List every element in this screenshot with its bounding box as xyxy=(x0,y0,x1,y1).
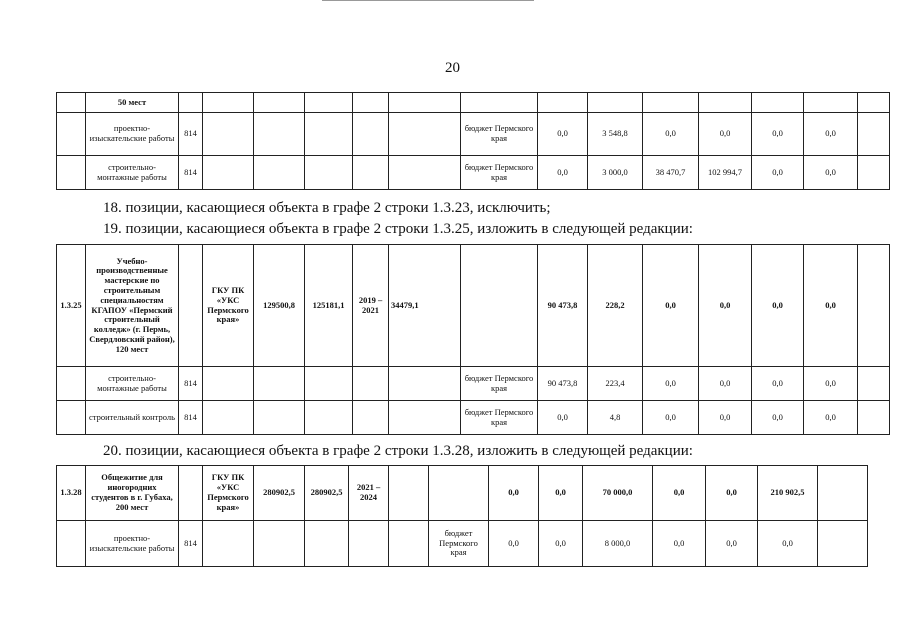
cost-cell xyxy=(254,113,305,156)
period-cell xyxy=(353,156,389,190)
cost-cell xyxy=(305,521,349,567)
source-cell: бюджет Пермского края xyxy=(461,113,538,156)
cost-cell xyxy=(389,113,461,156)
empty-cell xyxy=(858,401,890,435)
value-cell xyxy=(699,93,752,113)
cost-cell xyxy=(305,367,353,401)
cost-cell: 34479,1 xyxy=(389,245,461,367)
value-cell: 0,0 xyxy=(538,113,588,156)
value-cell: 0,0 xyxy=(699,367,752,401)
cost-cell xyxy=(254,156,305,190)
value-cell: 0,0 xyxy=(804,245,858,367)
value-cell xyxy=(643,93,699,113)
object-name-cell: строительно-монтажные работы xyxy=(86,156,179,190)
paragraph-18: 18. позиции, касающиеся объекта в графе 2 строки 1.3.23, исключить; xyxy=(103,200,551,216)
row-number-cell xyxy=(57,401,86,435)
value-cell: 0,0 xyxy=(706,521,758,567)
table-row xyxy=(57,466,868,521)
empty-cell xyxy=(858,113,890,156)
customer-cell xyxy=(203,156,254,190)
value-cell: 210 902,5 xyxy=(758,466,818,521)
source-cell: бюджет Пермского края xyxy=(429,521,489,567)
value-cell: 0,0 xyxy=(538,401,588,435)
value-cell: 0,0 xyxy=(643,245,699,367)
code-cell: 814 xyxy=(179,401,203,435)
value-cell: 0,0 xyxy=(489,466,539,521)
customer-cell xyxy=(203,367,254,401)
top-rule xyxy=(322,0,534,1)
cost-cell xyxy=(305,156,353,190)
table-row xyxy=(57,93,890,113)
customer-cell: ГКУ ПК «УКС Пермского края» xyxy=(203,466,254,521)
object-name-cell: строительно-монтажные работы xyxy=(86,367,179,401)
source-cell: бюджет Пермского края xyxy=(461,156,538,190)
code-cell xyxy=(179,93,203,113)
cost-cell xyxy=(305,93,353,113)
cost-cell xyxy=(389,367,461,401)
value-cell: 38 470,7 xyxy=(643,156,699,190)
source-cell xyxy=(461,245,538,367)
value-cell: 3 000,0 xyxy=(588,156,643,190)
value-cell: 0,0 xyxy=(804,113,858,156)
value-cell: 0,0 xyxy=(804,401,858,435)
code-cell: 814 xyxy=(179,521,203,567)
period-cell xyxy=(353,367,389,401)
cost-cell xyxy=(305,113,353,156)
value-cell: 0,0 xyxy=(758,521,818,567)
page-number: 20 xyxy=(445,60,460,76)
code-cell: 814 xyxy=(179,367,203,401)
row-number-cell xyxy=(57,521,86,567)
value-cell: 0,0 xyxy=(653,466,706,521)
value-cell: 4,8 xyxy=(588,401,643,435)
value-cell: 0,0 xyxy=(643,401,699,435)
value-cell: 0,0 xyxy=(699,113,752,156)
period-cell xyxy=(353,93,389,113)
period-cell: 2021 – 2024 xyxy=(349,466,389,521)
empty-cell xyxy=(818,466,868,521)
empty-cell xyxy=(818,521,868,567)
customer-cell xyxy=(203,93,254,113)
cost-cell xyxy=(389,93,461,113)
empty-cell xyxy=(858,156,890,190)
value-cell xyxy=(588,93,643,113)
value-cell: 0,0 xyxy=(489,521,539,567)
object-name-cell: проектно-изыскательские работы xyxy=(86,521,179,567)
table-3 xyxy=(56,465,868,567)
value-cell xyxy=(752,93,804,113)
source-cell: бюджет Пермского края xyxy=(461,401,538,435)
value-cell: 102 994,7 xyxy=(699,156,752,190)
value-cell: 0,0 xyxy=(538,156,588,190)
cost-cell xyxy=(389,521,429,567)
row-number-cell: 1.3.25 xyxy=(57,245,86,367)
value-cell: 0,0 xyxy=(804,367,858,401)
cost-cell: 280902,5 xyxy=(254,466,305,521)
empty-cell xyxy=(858,245,890,367)
customer-cell xyxy=(203,401,254,435)
empty-cell xyxy=(858,93,890,113)
customer-cell xyxy=(203,113,254,156)
row-number-cell: 1.3.28 xyxy=(57,466,86,521)
value-cell xyxy=(538,93,588,113)
cost-cell xyxy=(389,156,461,190)
code-cell xyxy=(179,245,203,367)
table-row xyxy=(57,245,890,367)
row-number-cell xyxy=(57,367,86,401)
value-cell: 0,0 xyxy=(752,367,804,401)
cost-cell: 129500,8 xyxy=(254,245,305,367)
paragraph-20: 20. позиции, касающиеся объекта в графе 2 строки 1.3.28, изложить в следующей редакции: xyxy=(103,443,693,459)
value-cell: 8 000,0 xyxy=(583,521,653,567)
value-cell: 90 473,8 xyxy=(538,245,588,367)
table-2 xyxy=(56,244,890,435)
value-cell: 0,0 xyxy=(699,245,752,367)
code-cell xyxy=(179,466,203,521)
code-cell: 814 xyxy=(179,113,203,156)
period-cell xyxy=(349,521,389,567)
value-cell: 90 473,8 xyxy=(538,367,588,401)
value-cell: 0,0 xyxy=(539,466,583,521)
source-cell xyxy=(429,466,489,521)
value-cell: 228,2 xyxy=(588,245,643,367)
period-cell xyxy=(353,113,389,156)
value-cell: 0,0 xyxy=(752,113,804,156)
cost-cell xyxy=(389,401,461,435)
period-cell xyxy=(353,401,389,435)
customer-cell: ГКУ ПК «УКС Пермского края» xyxy=(203,245,254,367)
value-cell: 0,0 xyxy=(539,521,583,567)
value-cell: 0,0 xyxy=(706,466,758,521)
source-cell xyxy=(461,93,538,113)
value-cell: 0,0 xyxy=(752,245,804,367)
cost-cell: 280902,5 xyxy=(305,466,349,521)
empty-cell xyxy=(858,367,890,401)
cost-cell xyxy=(254,93,305,113)
code-cell: 814 xyxy=(179,156,203,190)
object-name-cell: 50 мест xyxy=(86,93,179,113)
value-cell: 0,0 xyxy=(699,401,752,435)
period-cell: 2019 – 2021 xyxy=(353,245,389,367)
table-row xyxy=(57,113,890,156)
row-number-cell xyxy=(57,156,86,190)
table-row xyxy=(57,401,890,435)
cost-cell: 125181,1 xyxy=(305,245,353,367)
row-number-cell xyxy=(57,93,86,113)
cost-cell xyxy=(254,521,305,567)
object-name-cell: проектно-изыскательские работы xyxy=(86,113,179,156)
table-row xyxy=(57,367,890,401)
paragraph-19: 19. позиции, касающиеся объекта в графе 2 строки 1.3.25, изложить в следующей редакции: xyxy=(103,221,693,237)
cost-cell xyxy=(389,466,429,521)
source-cell: бюджет Пермского края xyxy=(461,367,538,401)
table-row xyxy=(57,521,868,567)
value-cell: 0,0 xyxy=(752,401,804,435)
value-cell: 0,0 xyxy=(653,521,706,567)
object-name-cell: Общежитие для иногородних студентов в г. Губаха, 200 мест xyxy=(86,466,179,521)
value-cell: 70 000,0 xyxy=(583,466,653,521)
value-cell: 3 548,8 xyxy=(588,113,643,156)
object-name-cell: Учебно-производственные мастерские по строительным специальностям КГАПОУ «Пермский строительный колледж» (г. Пермь, Свердловский район), 120 мест xyxy=(86,245,179,367)
table-1 xyxy=(56,92,890,190)
customer-cell xyxy=(203,521,254,567)
cost-cell xyxy=(254,401,305,435)
table-row xyxy=(57,156,890,190)
row-number-cell xyxy=(57,113,86,156)
value-cell: 0,0 xyxy=(643,367,699,401)
value-cell xyxy=(804,93,858,113)
object-name-cell: строительный контроль xyxy=(86,401,179,435)
cost-cell xyxy=(305,401,353,435)
value-cell: 223,4 xyxy=(588,367,643,401)
value-cell: 0,0 xyxy=(752,156,804,190)
cost-cell xyxy=(254,367,305,401)
value-cell: 0,0 xyxy=(643,113,699,156)
value-cell: 0,0 xyxy=(804,156,858,190)
